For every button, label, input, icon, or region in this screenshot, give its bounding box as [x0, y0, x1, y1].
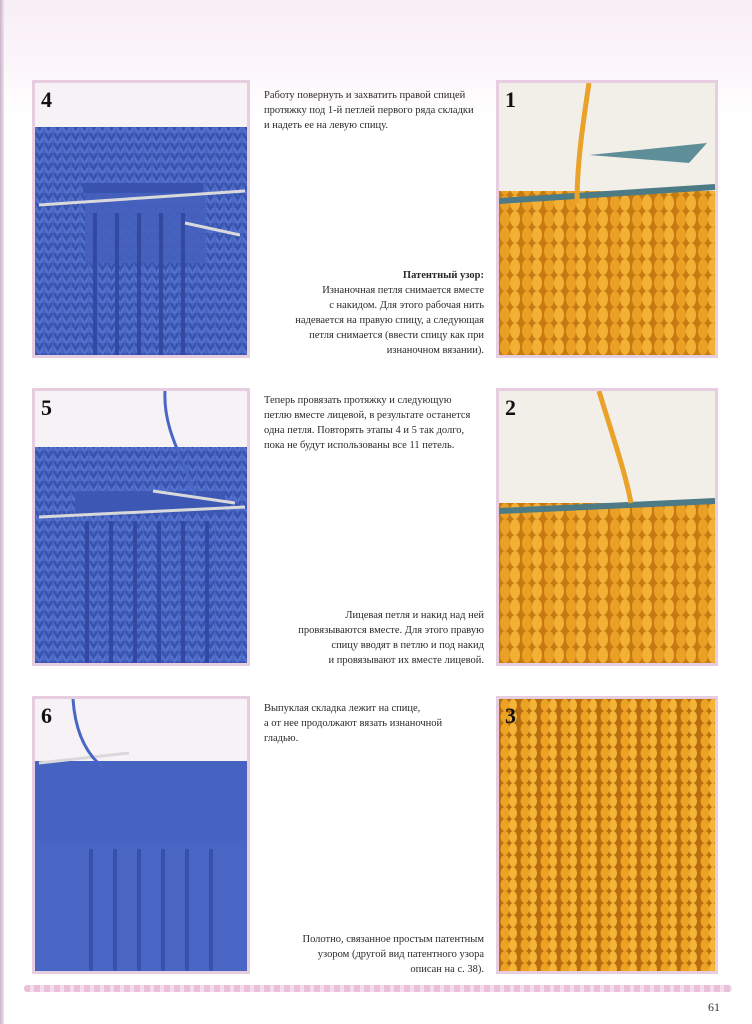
caption-line: протяжку под 1-й петлей первого ряда складки	[264, 105, 474, 116]
blue-knit-image	[35, 391, 247, 663]
caption-line: Теперь провязать протяжку и следующую	[264, 395, 452, 406]
photo-step-4	[32, 80, 250, 358]
orange-knit-image	[499, 391, 715, 663]
caption-line: пока не будут использованы все 11 петель.	[264, 440, 455, 451]
step-number-4: 4	[41, 87, 52, 112]
patent-line: с накидом. Для этого рабочая нить	[329, 300, 484, 311]
knit-line: спицу вводят в петлю и под накид	[331, 640, 484, 651]
decorative-band	[24, 985, 732, 992]
caption-step-4	[264, 88, 484, 133]
knit-together-note	[264, 608, 484, 668]
photo-step-1	[496, 80, 718, 358]
caption-line: гладью.	[264, 733, 299, 744]
photo-step-2	[496, 388, 718, 666]
photo-step-3	[496, 696, 718, 974]
photo-step-5	[32, 388, 250, 666]
patent-note	[264, 268, 484, 358]
caption-step-5	[264, 393, 489, 453]
page-number: 61	[708, 1000, 720, 1014]
patent-title: Патентный узор:	[402, 270, 484, 281]
knit-line: и провязывают их вместе лицевой.	[328, 655, 484, 666]
caption-line: одна петля. Повторять этапы 4 и 5 так долго,	[264, 425, 465, 436]
caption-line: Работу повернуть и захватить правой спицей	[264, 90, 466, 101]
caption-step-6	[264, 701, 484, 746]
result-line: описан на с. 38).	[410, 964, 484, 975]
caption-line: петлю вместе лицевой, в результате останется	[264, 410, 471, 421]
page-edge	[0, 0, 4, 1024]
result-line: Полотно, связанное простым патентным	[302, 934, 484, 945]
step-number-3: 3	[505, 703, 516, 728]
orange-knit-image	[499, 699, 715, 971]
caption-line: и надеть ее на левую спицу.	[264, 120, 388, 131]
step-number-5: 5	[41, 395, 52, 420]
blue-knit-image	[35, 83, 247, 355]
patent-line: Изнаночная петля снимается вместе	[322, 285, 484, 296]
result-line: узором (другой вид патентного узора	[317, 949, 484, 960]
caption-line: Выпуклая складка лежит на спице,	[264, 703, 421, 714]
patent-line: надевается на правую спицу, а следующая	[295, 315, 484, 326]
knit-line: провязываются вместе. Для этого правую	[298, 625, 484, 636]
blue-knit-image	[35, 699, 247, 971]
step-number-6: 6	[41, 703, 52, 728]
step-number-1: 1	[505, 87, 516, 112]
orange-knit-image	[499, 83, 715, 355]
patent-line: петля снимается (ввести спицу как при	[309, 330, 484, 341]
step-number-2: 2	[505, 395, 516, 420]
knit-line: Лицевая петля и накид над ней	[345, 610, 484, 621]
result-note	[264, 932, 484, 977]
photo-step-6	[32, 696, 250, 974]
caption-line: а от нее продолжают вязать изнаночной	[264, 718, 443, 729]
patent-line: изнаночном вязании).	[386, 345, 484, 356]
